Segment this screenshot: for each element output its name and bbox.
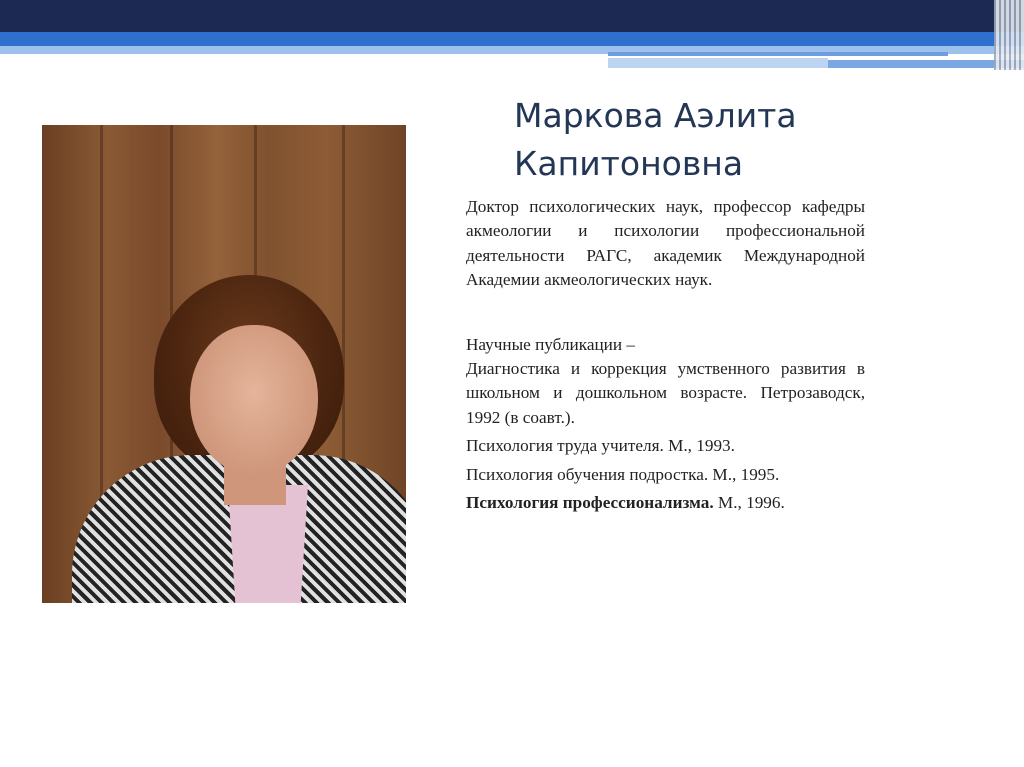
publication-title-bold: Психология профессионализма.	[466, 493, 714, 513]
edge-stripes	[994, 0, 1024, 70]
portrait-face	[190, 325, 318, 475]
publication-item: Диагностика и коррекция умственного развития в школьном и дошкольном возрасте. Петрозаводск, 1992 (в соавт.).	[466, 359, 865, 427]
accent-stripe	[608, 52, 948, 56]
publication-item: Психология труда учителя. М., 1993.	[466, 436, 735, 456]
publications-label: Научные публикации –	[466, 334, 635, 354]
title-line-2: Капитоновна	[514, 144, 744, 183]
slide-title	[514, 92, 934, 188]
accent-stripe	[608, 58, 828, 68]
slide-body	[466, 195, 865, 519]
top-bar-navy	[0, 0, 1024, 32]
publication-item: Психология обучения подростка. М., 1995.	[466, 464, 780, 484]
portrait-photo	[42, 125, 406, 603]
bio-paragraph: Доктор психологических наук, профессор кафедры акмеологии и психологии профессиональной деятельности РАГС, академик Международной Академии акмеологических наук.	[466, 197, 865, 290]
publication-item: Психология профессионализма. М., 1996.	[466, 493, 785, 513]
top-bar-blue	[0, 32, 1024, 46]
title-line-1: Маркова Аэлита	[514, 96, 797, 135]
